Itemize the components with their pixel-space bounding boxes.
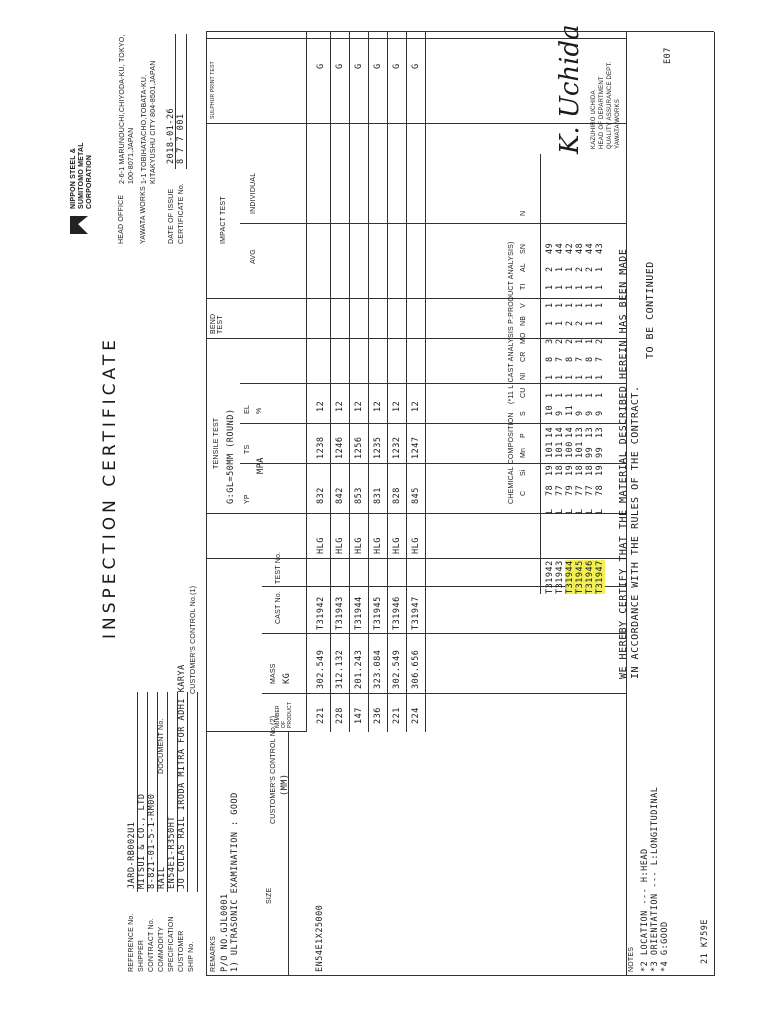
chem-value: 10	[545, 404, 555, 416]
row-el: 12	[411, 400, 421, 412]
chem-value: 9	[575, 410, 585, 416]
chem-cast-no: T31943	[555, 560, 565, 594]
chem-value: 13	[585, 426, 595, 438]
chem-cast-no: T31944	[565, 560, 575, 594]
chem-header: NB	[520, 315, 527, 326]
chem-value: 14	[545, 426, 555, 438]
row-location: HLG	[316, 537, 326, 554]
row-ts: 1246	[335, 436, 345, 459]
chem-value: 42	[565, 242, 575, 254]
chem-value: 77	[585, 484, 595, 496]
chem-value: 77	[555, 484, 565, 496]
chem-value: 11	[565, 404, 575, 416]
col-individual: INDIVIDUAL	[250, 172, 257, 214]
row-location: HLG	[335, 537, 345, 554]
header-label: SPECIFICATION	[168, 916, 175, 972]
row-cast-no: T31942	[316, 596, 326, 630]
chem-value: 1	[585, 392, 595, 398]
works-address: 1-1 TOBIHATACHO,TOBATA-KU, KITAKYUSHU CITY 804-8501,JAPAN	[141, 60, 157, 184]
chem-value: 1	[595, 284, 605, 290]
page-title: INSPECTION CERTIFICATE	[100, 336, 120, 639]
row-sulphur-print: G	[335, 63, 345, 69]
continued-label: TO BE CONTINUED	[645, 261, 656, 359]
chem-value: 78	[595, 484, 605, 496]
row-cast-no: T31945	[373, 596, 383, 630]
chem-header: CU	[520, 387, 527, 398]
chem-header: C	[520, 490, 527, 496]
row-location: HLG	[392, 537, 402, 554]
chem-value: 1	[585, 302, 595, 308]
row-number-of-product: 147	[354, 707, 364, 724]
chem-value: 1	[545, 320, 555, 326]
chem-value: 1	[585, 374, 595, 380]
remarks-label: REMARKS	[210, 935, 217, 972]
chem-value: 1	[555, 320, 565, 326]
chem-value: 1	[565, 266, 575, 272]
row-sulphur-print: G	[373, 63, 383, 69]
row-divider	[425, 32, 426, 732]
row-yp: 832	[316, 487, 326, 504]
col-sulphur-print: SULPHUR PRINT TEST	[210, 61, 216, 119]
chem-value: 43	[595, 242, 605, 254]
chem-value: 2	[545, 266, 555, 272]
customers-control-label: CUSTOMER'S CONTROL No.(1)	[190, 585, 197, 694]
chem-value: 1	[595, 266, 605, 272]
chem-value: 8	[585, 356, 595, 362]
chem-header-rule	[540, 154, 541, 594]
chem-value: 1	[565, 374, 575, 380]
row-el: 12	[373, 400, 383, 412]
col-mpa: MPA	[256, 457, 266, 474]
chem-value: 7	[575, 356, 585, 362]
header-label: REFERENCE No.	[128, 913, 135, 972]
chem-value: 2	[555, 338, 565, 344]
row-location: HLG	[373, 537, 383, 554]
remarks-line-2: 1) ULTRASONIC EXAMINATION : GOOD	[230, 792, 240, 972]
col-ts: TS	[244, 444, 251, 454]
chem-value: 101	[555, 441, 565, 458]
col-mass: MASS	[270, 663, 277, 684]
chem-header: Si	[520, 469, 527, 476]
row-yp: 842	[335, 487, 345, 504]
chem-header: V	[520, 303, 527, 308]
chem-value: L	[575, 508, 585, 514]
chem-value: 9	[595, 410, 605, 416]
chem-value: 1	[555, 266, 565, 272]
header-value: 8-821-01-5-1-RM00	[147, 793, 157, 889]
row-ts: 1232	[392, 436, 402, 459]
notes-label: NOTES	[628, 946, 635, 972]
note-good: *4 G:GOOD	[660, 921, 670, 972]
chem-header: MO	[520, 332, 527, 344]
row-sulphur-print: G	[316, 63, 326, 69]
chem-value: 18	[575, 464, 585, 476]
chem-value: 2	[565, 338, 575, 344]
row-sulphur-print: G	[392, 63, 402, 69]
chem-header: NI	[520, 372, 527, 380]
chem-value: 7	[555, 356, 565, 362]
chem-value: 18	[555, 464, 565, 476]
chem-value: 100	[565, 441, 575, 458]
chem-header: AL	[520, 263, 527, 272]
chem-value: 1	[565, 302, 575, 308]
chem-value: 1	[595, 374, 605, 380]
chem-value: 101	[575, 441, 585, 458]
row-number-of-product: 221	[316, 707, 326, 724]
header-label: CONTRACT No.	[148, 918, 155, 972]
certify-line-1: WE HEREBY CERTIFY THAT THE MATERIAL DESCRIBED HEREIN HAS BEEN MADE	[618, 248, 629, 679]
chem-value: 8	[565, 356, 575, 362]
chem-value: 99	[595, 446, 605, 458]
header-label: SHIPPER	[138, 939, 145, 972]
row-number-of-product: 224	[411, 707, 421, 724]
row-mass: 312.132	[335, 649, 345, 689]
chem-value: 1	[565, 392, 575, 398]
row-mass: 323.084	[373, 649, 383, 689]
row-divider	[406, 32, 407, 732]
col-mm: (MM)	[280, 773, 290, 796]
chem-value: 99	[585, 446, 595, 458]
row-location: HLG	[354, 537, 364, 554]
chem-value: L	[595, 508, 605, 514]
chem-value: 1	[585, 320, 595, 326]
col-size: SIZE	[266, 887, 273, 904]
chem-cast-no: T31945	[575, 560, 585, 594]
col-percent: %	[256, 407, 263, 414]
chem-value: 1	[545, 374, 555, 380]
form-code: 21 K759E	[700, 919, 710, 964]
note-location: *2 LOCATION --- H:HEAD	[640, 848, 650, 972]
date-of-issue: 2018-01-26	[166, 107, 176, 164]
chem-value: 1	[585, 284, 595, 290]
chem-value: 1	[575, 392, 585, 398]
head-office-address: 2-6-1 MARUNOUCHI,CHIYODA-KU, TOKYO, 100-8071,JAPAN	[119, 34, 135, 184]
row-el: 12	[392, 400, 402, 412]
row-ts: 1256	[354, 436, 364, 459]
row-mass: 306.656	[411, 649, 421, 689]
row-cast-no: T31944	[354, 596, 364, 630]
row-cast-no: T31947	[411, 596, 421, 630]
chem-value: 1	[585, 338, 595, 344]
chem-value: 7	[595, 356, 605, 362]
chem-value: L	[565, 508, 575, 514]
remarks-line-1: P/O NO.GJL0001	[220, 893, 230, 972]
chem-header: N	[520, 210, 527, 216]
chem-header: P	[520, 433, 527, 438]
row-sulphur-print: G	[354, 63, 364, 69]
chem-value: 14	[565, 426, 575, 438]
chem-value: 49	[545, 242, 555, 254]
header-value: EN54E1-R350HT	[167, 815, 177, 889]
chem-value: 19	[595, 464, 605, 476]
row-divider	[330, 32, 331, 732]
chem-value: 2	[595, 338, 605, 344]
row-divider	[368, 32, 369, 732]
chem-value: 1	[555, 302, 565, 308]
chem-cast-no: T31947	[595, 560, 605, 594]
chem-value: 1	[575, 374, 585, 380]
chem-header: CR	[520, 351, 527, 362]
chem-value: 19	[545, 464, 555, 476]
row-yp: 845	[411, 487, 421, 504]
col-test-no: TEST No.	[275, 551, 282, 584]
chem-value: 1	[575, 284, 585, 290]
row-mass: 302.549	[392, 649, 402, 689]
certificate-no: 8 7 7 001	[176, 113, 186, 164]
chem-value: 1	[595, 302, 605, 308]
chem-value: L	[585, 508, 595, 514]
chem-value: 44	[555, 242, 565, 254]
chem-value: 18	[585, 464, 595, 476]
chem-value: 1	[565, 284, 575, 290]
header-underline	[187, 692, 188, 892]
row-number-of-product: 236	[373, 707, 383, 724]
works-label: YAWATA WORKS	[140, 186, 147, 244]
chem-value: 1	[555, 284, 565, 290]
chem-value: 1	[555, 392, 565, 398]
col-customer-control-2: CUSTOMER'S CONTROL No.(2)	[270, 715, 277, 824]
chem-value: 101	[545, 441, 555, 458]
chem-value: 78	[545, 484, 555, 496]
chem-value: 1	[545, 284, 555, 290]
col-gauge-length: G:GL=50MM (ROUND)	[226, 408, 236, 504]
chem-value: 1	[545, 302, 555, 308]
chem-analysis-note: (*11 L:CAST ANALYSIS P:PRODUCT ANALYSIS)	[508, 241, 515, 404]
row-sulphur-print: G	[411, 63, 421, 69]
size-value: EN54E1X25000	[315, 904, 325, 972]
chem-value: 44	[585, 242, 595, 254]
chem-value: L	[545, 508, 555, 514]
col-bend-test: BEND TEST	[210, 313, 224, 334]
certificate-no-label: CERTIFICATE No.	[178, 182, 185, 244]
chem-value: 1	[545, 392, 555, 398]
chem-value: 13	[595, 426, 605, 438]
col-avg: AVG	[250, 249, 257, 264]
row-cast-no: T31943	[335, 596, 345, 630]
chem-value: 79	[565, 484, 575, 496]
header-value: JO COLAS RAIL IRODA MITRA FOR ADHI KARYA	[177, 664, 187, 889]
chem-header: S	[520, 411, 527, 416]
header-value: MITSUI & CO., LTD	[137, 793, 147, 889]
date-label: DATE OF ISSUE	[168, 188, 175, 244]
certify-line-2: IN ACCORDANCE WITH THE RULES OF THE CONTRACT.	[630, 385, 641, 679]
row-ts: 1247	[411, 436, 421, 459]
row-yp: 831	[373, 487, 383, 504]
col-number-of-product: NUMBER OF PRODUCT	[275, 701, 293, 728]
chem-header: Mn	[520, 447, 527, 458]
row-mass: 201.243	[354, 649, 364, 689]
chem-value: 2	[585, 266, 595, 272]
chem-value: 9	[555, 410, 565, 416]
chem-value: 1	[555, 374, 565, 380]
header-label: COMMODITY	[158, 926, 165, 972]
row-location: HLG	[411, 537, 421, 554]
row-cast-no: T31946	[392, 596, 402, 630]
row-el: 12	[354, 400, 364, 412]
row-number-of-product: 228	[335, 707, 345, 724]
chem-value: 1	[595, 320, 605, 326]
chem-title: CHEMICAL COMPOSITION	[508, 412, 515, 504]
header-label: SHIP No.	[188, 941, 195, 972]
chem-value: 48	[575, 242, 585, 254]
chem-value: 1	[575, 338, 585, 344]
header-label: CUSTOMER	[178, 930, 185, 972]
row-number-of-product: 221	[392, 707, 402, 724]
col-impact-test: IMPACT TEST	[220, 196, 227, 244]
chem-cast-no: T31946	[585, 560, 595, 594]
chem-value: 19	[565, 464, 575, 476]
col-yp: YP	[244, 494, 251, 504]
chem-value: 2	[575, 266, 585, 272]
chem-value: 2	[575, 320, 585, 326]
row-divider	[349, 32, 350, 732]
chem-value: 8	[545, 356, 555, 362]
col-kg: KG	[282, 672, 292, 684]
col-tensile-test: TENSILE TEST	[213, 417, 220, 469]
row-yp: 853	[354, 487, 364, 504]
row-mass: 302.549	[316, 649, 326, 689]
row-divider	[387, 32, 388, 732]
chem-value: 9	[585, 410, 595, 416]
header-underline	[197, 692, 198, 892]
chem-header: TI	[520, 283, 527, 290]
row-el: 12	[316, 400, 326, 412]
signature: K. Uchida	[555, 24, 585, 154]
col-el: EL	[244, 405, 251, 414]
chem-cast-no: T31942	[545, 560, 555, 594]
chem-header: SN	[520, 243, 527, 254]
chem-value: 1	[575, 302, 585, 308]
chem-value: 2	[565, 320, 575, 326]
col-cast-no: CAST No.	[275, 591, 282, 624]
head-office-label: HEAD OFFICE	[118, 194, 125, 244]
row-el: 12	[335, 400, 345, 412]
header-value: RAIL	[157, 866, 167, 889]
company-name: NIPPON STEEL & SUMITOMO METAL CORPORATION	[70, 142, 93, 209]
row-ts: 1235	[373, 436, 383, 459]
company-logo	[70, 216, 88, 234]
chem-value: 14	[555, 426, 565, 438]
note-orientation: *3 ORIENTATION --- L:LONGITUDINAL	[650, 786, 660, 972]
header-value: JARD-RB002U1	[127, 821, 137, 889]
signer-block: KAZUHIRO UCHIDA HEAD OF DEPARTMENT QUALITY ASSURANCE DEPT. YAWATA WORKS	[591, 61, 621, 149]
document-no-label: DOCUMENT No.	[158, 718, 165, 774]
chem-value: L	[555, 508, 565, 514]
row-ts: 1238	[316, 436, 326, 459]
page-code: E07	[663, 47, 673, 64]
chem-value: 13	[575, 426, 585, 438]
chem-value: 1	[595, 392, 605, 398]
chem-value: 77	[575, 484, 585, 496]
row-yp: 828	[392, 487, 402, 504]
chem-value: 3	[545, 338, 555, 344]
